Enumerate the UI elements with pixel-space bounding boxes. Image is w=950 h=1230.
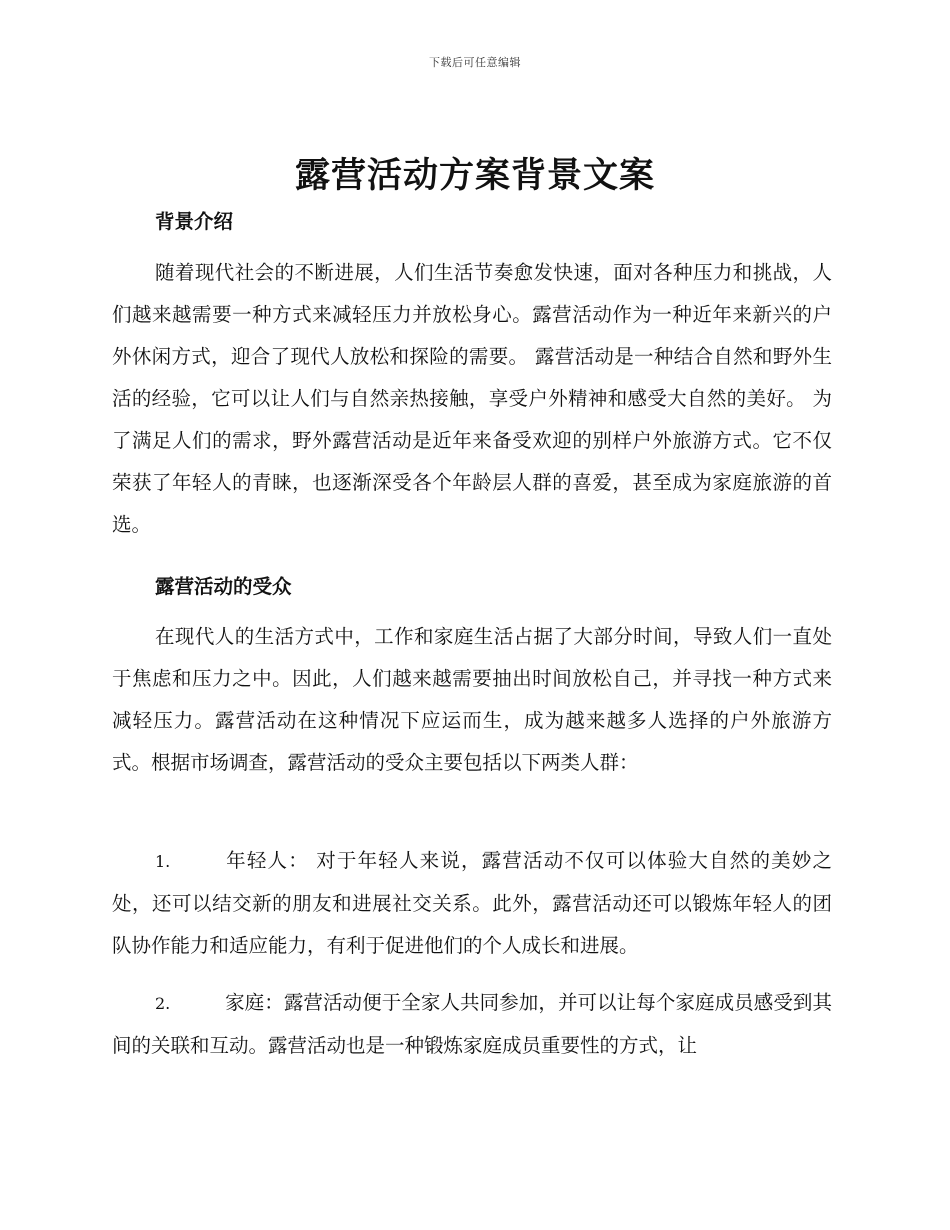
list-item-text: 家庭：露营活动便于全家人共同参加，并可以让每个家庭成员感受到其间的关联和互动。露营活动也是一种锻炼家庭成员重要性的方式，让 (112, 991, 832, 1057)
list-item-text: 年轻人： 对于年轻人来说，露营活动不仅可以体验大自然的美妙之处，还可以结交新的朋友和进展社交关系。此外，露营活动还可以锻炼年轻人的团队协作能力和适应能力，有利于促进他们的个人成长和进展。 (112, 849, 832, 957)
section-heading-background: 背景介绍 (155, 210, 234, 233)
section-heading-audience: 露营活动的受众 (155, 575, 292, 598)
document-title: 露营活动方案背景文案 (294, 156, 655, 196)
list-item-young-people (112, 840, 832, 967)
paragraph-audience: 在现代人的生活方式中，工作和家庭生活占据了大部分时间，导致人们一直处于焦虑和压力之中。因此，人们越来越需要抽出时间放松自己，并寻找一种方式来减轻压力。露营活动在这种情况下应运而生，成为越来越多人选择的户外旅游方式。根据市场调查，露营活动的受众主要包括以下两类人群： (112, 625, 832, 774)
list-item-family (112, 982, 832, 1067)
list-number: 1. (155, 852, 171, 871)
paragraph-background: 随着现代社会的不断进展，人们生活节奏愈发快速，面对各种压力和挑战，人们越来越需要一种方式来减轻压力并放松身心。露营活动作为一种近年来新兴的户外休闲方式，迎合了现代人放松和探险的需要。 露营活动是一种结合自然和野外生活的经验，它可以让人们与自然亲热接触，享受户外精神和感受大自然的美好。 为了满足人们的需求，野外露营活动是近年来备受欢迎的别样户外旅游方式。它不仅荣获了年轻人的青睐，也逐渐深受各个年龄层人群的喜爱，甚至成为家庭旅游的首选。 (112, 261, 832, 536)
header-note: 下载后可任意编辑 (429, 56, 521, 69)
list-number: 2. (155, 994, 171, 1013)
